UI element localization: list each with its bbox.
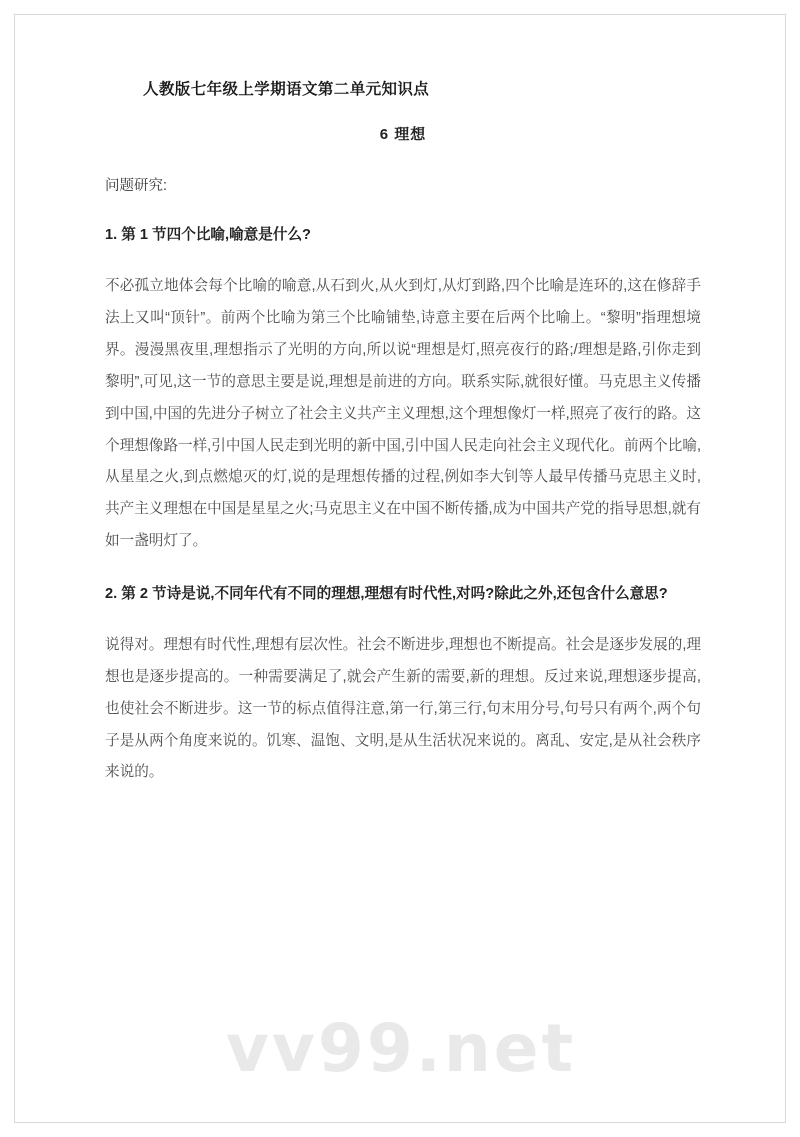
page-title: 人教版七年级上学期语文第二单元知识点 xyxy=(143,81,430,98)
watermark: vv99.net xyxy=(225,1010,577,1087)
document-content xyxy=(105,77,701,811)
section-heading: 6 理想 xyxy=(379,126,427,143)
document-page xyxy=(14,14,786,1123)
question-heading-1: 1. 第 1 节四个比喻,喻意是什么? xyxy=(105,227,311,243)
question-body-1: 不必孤立地体会每个比喻的喻意,从石到火,从火到灯,从灯到路,四个比喻是连环的,这在修辞手法上又叫“顶针”。前两个比喻为第三个比喻铺垫,诗意主要在后两个比喻上。“黎明”指理想境界。漫漫黑夜里,理想指示了光明的方向,所以说“理想是灯,照亮夜行的路;/理想是路,引你走到黎明”,可见,这一节的意思主要是说,理想是前进的方向。联系实际,就很好懂。马克思主义传播到中国,中国的先进分子树立了社会主义共产主义理想,这个理想像灯一样,照亮了夜行的路。这个理想像路一样,引中国人民走到光明的新中国,引中国人民走向社会主义现代化。前两个比喻,从星星之火,到点燃熄灭的灯,说的是理想传播的过程,例如李大钊等人最早传播马克思主义时,共产主义理想在中国是星星之火;马克思主义在中国不断传播,成为中国共产党的指导思想,就有如一盏明灯了。 xyxy=(105,278,701,549)
question-body-2: 说得对。理想有时代性,理想有层次性。社会不断进步,理想也不断提高。社会是逐步发展的,理想也是逐步提高的。一种需要满足了,就会产生新的需要,新的理想。反过来说,理想逐步提高,也使社会不断进步。这一节的标点值得注意,第一行,第三行,句末用分号,句号只有两个,两个句子是从两个角度来说的。饥寒、温饱、文明,是从生活状况来说的。离乱、安定,是从社会秩序来说的。 xyxy=(105,637,701,781)
question-heading-2: 2. 第 2 节诗是说,不同年代有不同的理想,理想有时代性,对吗?除此之外,还包含什么意思? xyxy=(105,585,668,602)
lead-label: 问题研究: xyxy=(105,178,168,194)
